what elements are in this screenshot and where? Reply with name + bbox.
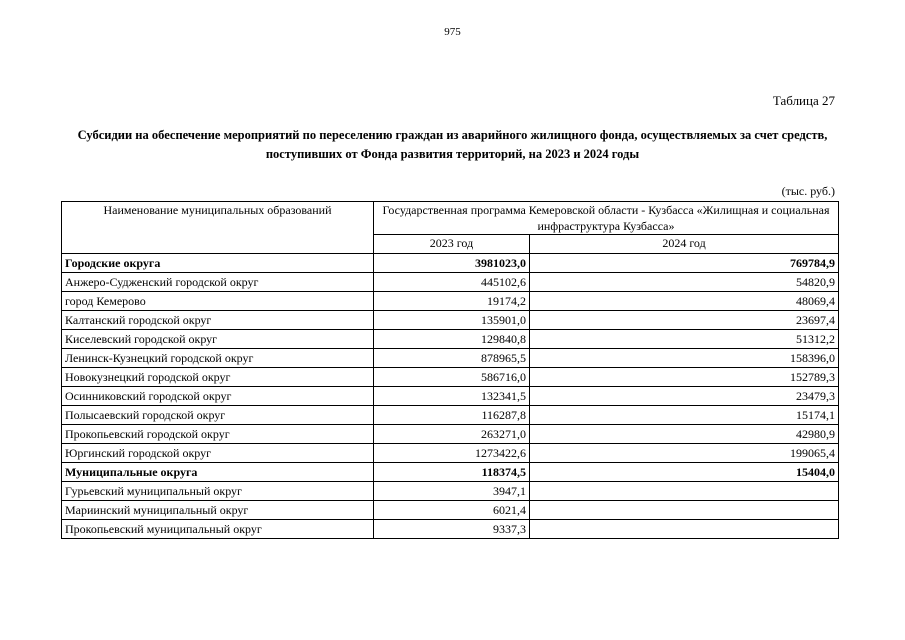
value-2023-cell: 116287,8 <box>374 406 530 425</box>
subsidy-table <box>61 201 839 539</box>
value-2023-cell: 135901,0 <box>374 311 530 330</box>
value-2024-cell: 158396,0 <box>530 349 839 368</box>
municipality-name-cell: Полысаевский городской округ <box>62 406 374 425</box>
header-municipality-name: Наименование муниципальных образований <box>62 202 374 254</box>
table-row <box>62 292 839 311</box>
value-2024-cell <box>530 520 839 539</box>
value-2024-cell: 199065,4 <box>530 444 839 463</box>
unit-label: (тыс. руб.) <box>781 184 835 198</box>
value-2024-cell: 54820,9 <box>530 273 839 292</box>
value-2024-cell: 51312,2 <box>530 330 839 349</box>
header-program: Государственная программа Кемеровской области - Кузбасса «Жилищная и социальная инфраструктура Кузбасса» <box>374 202 839 235</box>
document-title: Субсидии на обеспечение мероприятий по переселению граждан из аварийного жилищного фонда, осуществляемых за счет средств, поступивших от Фонда развития территорий, на 2023 и 2024 годы <box>77 128 828 161</box>
value-2024-cell: 15404,0 <box>530 463 839 482</box>
municipality-name-cell: Гурьевский муниципальный округ <box>62 482 374 501</box>
value-2023-cell: 132341,5 <box>374 387 530 406</box>
municipality-name-cell: Муниципальные округа <box>62 463 374 482</box>
value-2024-cell: 42980,9 <box>530 425 839 444</box>
table-row <box>62 387 839 406</box>
value-2023-cell: 1273422,6 <box>374 444 530 463</box>
municipality-name-cell: Анжеро-Судженский городской округ <box>62 273 374 292</box>
value-2023-cell: 118374,5 <box>374 463 530 482</box>
value-2024-cell: 152789,3 <box>530 368 839 387</box>
value-2023-cell: 3947,1 <box>374 482 530 501</box>
value-2024-cell: 48069,4 <box>530 292 839 311</box>
municipality-name-cell: Юргинский городской округ <box>62 444 374 463</box>
group-row <box>62 254 839 273</box>
value-2024-cell: 15174,1 <box>530 406 839 425</box>
table-row <box>62 273 839 292</box>
value-2024-cell: 23697,4 <box>530 311 839 330</box>
table-row <box>62 349 839 368</box>
table-row <box>62 482 839 501</box>
municipality-name-cell: Ленинск-Кузнецкий городской округ <box>62 349 374 368</box>
municipality-name-cell: Прокопьевский муниципальный округ <box>62 520 374 539</box>
value-2023-cell: 3981023,0 <box>374 254 530 273</box>
table-row <box>62 425 839 444</box>
municipality-name-cell: Прокопьевский городской округ <box>62 425 374 444</box>
value-2024-cell: 769784,9 <box>530 254 839 273</box>
municipality-name-cell: Осинниковский городской округ <box>62 387 374 406</box>
table-row <box>62 330 839 349</box>
municipality-name-cell: город Кемерово <box>62 292 374 311</box>
page-number: 975 <box>444 26 461 38</box>
table-body <box>62 254 839 539</box>
value-2024-cell: 23479,3 <box>530 387 839 406</box>
municipality-name-cell: Киселевский городской округ <box>62 330 374 349</box>
header-year-2024: 2024 год <box>530 235 839 254</box>
table-row <box>62 444 839 463</box>
table-row <box>62 406 839 425</box>
municipality-name-cell: Городские округа <box>62 254 374 273</box>
value-2024-cell <box>530 501 839 520</box>
municipality-name-cell: Калтанский городской округ <box>62 311 374 330</box>
table-row <box>62 501 839 520</box>
value-2023-cell: 9337,3 <box>374 520 530 539</box>
table-label: Таблица 27 <box>772 93 835 108</box>
value-2023-cell: 586716,0 <box>374 368 530 387</box>
value-2023-cell: 878965,5 <box>374 349 530 368</box>
municipality-name-cell: Новокузнецкий городской округ <box>62 368 374 387</box>
table-row <box>62 520 839 539</box>
municipality-name-cell: Мариинский муниципальный округ <box>62 501 374 520</box>
header-year-2023: 2023 год <box>374 235 530 254</box>
table-row <box>62 311 839 330</box>
table-row <box>62 368 839 387</box>
group-row <box>62 463 839 482</box>
value-2023-cell: 129840,8 <box>374 330 530 349</box>
value-2023-cell: 445102,6 <box>374 273 530 292</box>
value-2023-cell: 19174,2 <box>374 292 530 311</box>
value-2023-cell: 6021,4 <box>374 501 530 520</box>
value-2024-cell <box>530 482 839 501</box>
value-2023-cell: 263271,0 <box>374 425 530 444</box>
